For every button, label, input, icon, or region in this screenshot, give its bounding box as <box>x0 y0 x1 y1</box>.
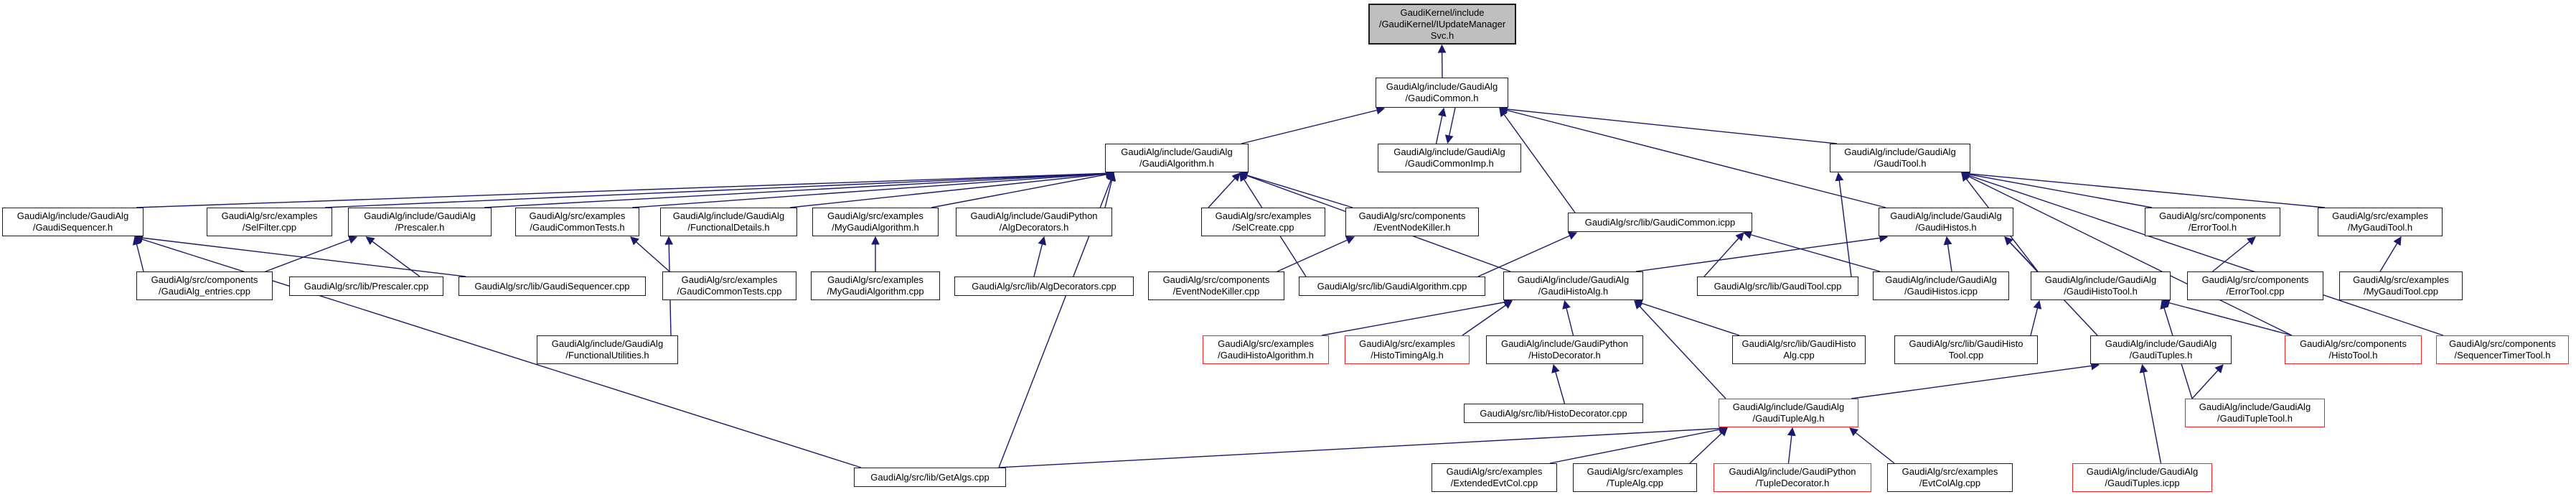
include-edge-ad_h-ga <box>1105 173 1114 208</box>
graph-node-mga_cpp[interactable] <box>811 271 940 300</box>
node-label: /EventNodeKiller.cpp <box>1172 286 1260 297</box>
node-label: /FunctionalUtilities.h <box>565 350 649 361</box>
node-label: GaudiAlg/src/components <box>1162 274 1270 285</box>
include-edge-enk_cpp-enk_h <box>1277 237 1354 271</box>
node-label: GaudiAlg/include/GaudiAlg <box>2086 466 2199 477</box>
graph-node-ta_cpp[interactable] <box>1573 463 1697 492</box>
include-edge-prescaler_h-ga <box>484 173 1114 208</box>
graph-node-td_h[interactable] <box>1714 463 1871 492</box>
graph-node-ght_cpp[interactable] <box>1894 335 2038 364</box>
node-label: GaudiAlg/include/GaudiAlg <box>2044 274 2157 285</box>
node-label: GaudiAlg/include/GaudiAlg <box>2199 401 2311 412</box>
node-label: GaudiAlg/src/examples <box>1218 338 1314 349</box>
node-label: GaudiAlg/src/lib/GetAlgs.cpp <box>870 471 989 483</box>
node-label: GaudiAlg/src/components <box>2300 338 2407 349</box>
graph-node-ga[interactable] <box>1105 144 1249 172</box>
graph-node-gct_cpp[interactable] <box>662 271 796 300</box>
node-label: /EvtColAlg.cpp <box>1919 478 1981 488</box>
graph-node-eca[interactable] <box>1887 463 2013 492</box>
node-label: /SequencerTimerTool.h <box>2454 350 2551 361</box>
node-label: /ErrorTool.cpp <box>2226 286 2285 297</box>
graph-node-gticpp[interactable] <box>2072 463 2212 492</box>
node-label: GaudiAlg/include/GaudiAlg <box>672 210 785 221</box>
include-edge-ta_cpp-gta_h <box>1690 428 1727 463</box>
graph-node-gha_h[interactable] <box>1503 271 1643 300</box>
graph-node-gct_h[interactable] <box>515 208 639 236</box>
graph-node-ght_h[interactable] <box>2031 271 2171 300</box>
graph-node-gtup_h[interactable] <box>2090 335 2232 364</box>
graph-node-gha_cpp[interactable] <box>1732 335 1866 364</box>
node-label: /GaudiHistos.h <box>1915 222 1977 233</box>
graph-node-gseq_cpp[interactable] <box>459 277 646 296</box>
node-label: /GaudiAlg_entries.cpp <box>159 286 250 297</box>
include-edge-prescaler_cpp-prescaler_h <box>367 237 420 277</box>
graph-node-gc[interactable] <box>1376 78 1508 108</box>
node-label: GaudiAlg/src/examples <box>529 210 626 221</box>
graph-node-eec[interactable] <box>1432 463 1557 492</box>
node-label: /GaudiTupleTool.h <box>2217 413 2293 424</box>
node-label: /GaudiHistoAlgorithm.h <box>1218 350 1314 361</box>
node-label: GaudiAlg/include/GaudiAlg <box>17 210 129 221</box>
include-edge-ga-gc <box>1241 108 1384 144</box>
include-edge-ghalg_h-gha_h <box>1322 301 1512 335</box>
node-label: GaudiAlg/include/GaudiAlg <box>551 338 664 349</box>
node-label: GaudiAlg/src/examples <box>2353 274 2449 285</box>
graph-node-ghalg_h[interactable] <box>1203 335 1329 364</box>
node-label: GaudiAlg/src/examples <box>1902 466 1998 477</box>
node-label: GaudiAlg/src/components <box>1358 210 1466 221</box>
include-edge-ht_h-gt <box>1962 173 2292 335</box>
graph-node-stt[interactable] <box>2436 335 2569 364</box>
include-edge-hd_cpp-hd_h <box>1553 365 1565 404</box>
graph-node-hta[interactable] <box>1345 335 1470 364</box>
node-label: /MyGaudiAlgorithm.cpp <box>827 286 924 297</box>
include-edge-gseq-ga <box>136 173 1114 208</box>
node-label: /GaudiKernel/IUpdateManager <box>1378 18 1506 29</box>
graph-node-fd[interactable] <box>660 208 797 236</box>
graph-node-gt_cpp[interactable] <box>1697 277 1858 296</box>
node-label: GaudiAlg/include/GaudiPython <box>1729 466 1856 477</box>
node-label: GaudiKernel/include <box>1400 6 1485 18</box>
node-label: GaudiAlg/src/lib/GaudiCommon.icpp <box>1584 216 1736 228</box>
graph-node-ad_h[interactable] <box>956 208 1112 236</box>
node-label: GaudiAlg/src/lib/GaudiAlgorithm.cpp <box>1317 280 1467 292</box>
graph-node-gseq[interactable] <box>2 208 144 236</box>
node-label: GaudiAlg/src/lib/GaudiTool.cpp <box>1714 280 1842 292</box>
node-label: GaudiAlg/src/lib/GaudiHisto <box>1741 338 1856 349</box>
include-edge-ht_h-ght_h <box>2162 301 2292 335</box>
node-label: /MyGaudiAlgorithm.h <box>832 222 919 233</box>
include-edge-gc-iums <box>1442 45 1443 78</box>
graph-node-et_cpp[interactable] <box>2187 271 2323 300</box>
include-edge-ght_cpp-ght_h <box>2031 301 2039 335</box>
include-edge-gt-gc <box>1500 108 1837 144</box>
include-edge-gct_cpp-gct_h <box>631 237 669 271</box>
include-edge-gc-gci <box>1448 108 1456 143</box>
node-label: Tool.cpp <box>1948 350 1984 361</box>
node-label: GaudiAlg/src/components <box>2449 338 2556 349</box>
include-edge-td_h-gta_h <box>1789 428 1793 463</box>
node-label: GaudiAlg/src/lib/Prescaler.cpp <box>304 280 429 292</box>
node-label: /GaudiHistoAlg.h <box>1538 286 1609 297</box>
graph-node-gt[interactable] <box>1830 144 1970 172</box>
include-edge-gt_cpp-gcicpp <box>1704 233 1744 277</box>
include-edge-hd_h-gha_h <box>1565 301 1574 335</box>
include-edge-fd-ga <box>790 173 1114 208</box>
node-label: /GaudiSequencer.h <box>32 222 113 233</box>
node-label: /ExtendedEvtCol.cpp <box>1450 478 1538 488</box>
graph-node-gtt_h[interactable] <box>2185 399 2325 427</box>
include-edge-ghicpp-gh_h <box>1947 237 1952 271</box>
node-label: GaudiAlg/src/components <box>2159 210 2266 221</box>
node-label: /GaudiTuples.h <box>2129 350 2193 361</box>
node-label: Svc.h <box>1430 29 1454 41</box>
node-label: /AlgDecorators.h <box>999 222 1069 233</box>
include-edge-ad_cpp-ad_h <box>1034 237 1044 277</box>
node-label: GaudiAlg/include/GaudiAlg <box>1732 401 1845 412</box>
include-edge-gha_h-gh_h <box>1636 237 1887 271</box>
node-label: /GaudiHistos.icpp <box>1904 286 1978 297</box>
node-label: /GaudiTool.h <box>1874 158 1927 169</box>
node-label: GaudiAlg/src/examples <box>2332 210 2428 221</box>
graph-node-gcicpp[interactable] <box>1568 213 1752 232</box>
node-label: /GaudiHistoTool.h <box>2064 286 2138 297</box>
graph-node-et_h[interactable] <box>2145 208 2280 236</box>
node-label: GaudiAlg/src/lib/AlgDecorators.cpp <box>972 280 1117 292</box>
node-label: GaudiAlg/include/GaudiAlg <box>1393 147 1505 157</box>
include-edge-gh_h-gc <box>1500 108 1886 208</box>
include-edge-ghicpp-gcicpp <box>1744 233 1880 271</box>
graph-node-mgt_h[interactable] <box>2318 208 2443 236</box>
include-edge-selcreate-ga <box>1208 173 1240 208</box>
graph-node-enk_cpp[interactable] <box>1148 271 1284 300</box>
graph-node-hd_h[interactable] <box>1486 335 1643 364</box>
node-label: GaudiAlg/src/lib/HistoDecorator.cpp <box>1480 407 1627 419</box>
node-label: /HistoDecorator.h <box>1528 350 1601 361</box>
node-label: GaudiAlg/include/GaudiAlg <box>1890 210 2002 221</box>
node-label: /HistoTool.h <box>2328 350 2378 361</box>
include-edge-gct_h-ga <box>632 173 1114 208</box>
include-edge-eca-gta_h <box>1850 428 1894 463</box>
node-label: /SelCreate.cpp <box>1232 222 1294 233</box>
include-edge-gticpp-gtup_h <box>2143 365 2161 463</box>
node-label: GaudiAlg/src/examples <box>827 274 923 285</box>
include-edge-et_cpp-et_h <box>2213 237 2256 271</box>
node-label: GaudiAlg/src/lib/GaudiHisto <box>1909 338 2023 349</box>
graph-node-ga_cpp[interactable] <box>1299 277 1485 296</box>
include-edge-mgt_h-gt <box>1962 173 2325 208</box>
node-label: GaudiAlg/include/GaudiAlg <box>2105 338 2217 349</box>
node-label: GaudiAlg/src/components <box>151 274 258 285</box>
include-edge-gseq_cpp-gseq <box>135 237 466 277</box>
node-label: GaudiAlg/src/examples <box>1359 338 1455 349</box>
node-label: /GaudiCommon.h <box>1405 93 1479 103</box>
node-label: Alg.cpp <box>1783 350 1815 361</box>
include-edge-entries-gseq <box>135 237 144 271</box>
node-label: /FunctionalDetails.h <box>687 222 770 233</box>
graph-node-prescaler_h[interactable] <box>348 208 492 236</box>
include-edge-selfilter-ga <box>325 173 1114 208</box>
node-label: /SelFilter.cpp <box>242 222 297 233</box>
node-label: GaudiAlg/include/GaudiAlg <box>1386 81 1498 92</box>
node-label: /GaudiTupleAlg.h <box>1752 413 1825 424</box>
node-label: GaudiAlg/src/examples <box>1215 210 1312 221</box>
node-label: /GaudiCommonTests.h <box>530 222 625 233</box>
include-edge-gta_h-gtup_h <box>1851 365 2099 399</box>
node-label: /MyGaudiTool.cpp <box>2363 286 2439 297</box>
graph-node-mga_h[interactable] <box>812 208 939 236</box>
node-label: GaudiAlg/include/GaudiAlg <box>1121 147 1233 157</box>
node-label: GaudiAlg/src/examples <box>681 274 778 285</box>
node-label: GaudiAlg/include/GaudiAlg <box>1885 274 1997 285</box>
graph-node-hd_cpp[interactable] <box>1464 404 1643 423</box>
node-label: /GaudiCommonImp.h <box>1405 158 1494 169</box>
node-label: /MyGaudiTool.h <box>2347 222 2413 233</box>
graph-node-selfilter[interactable] <box>207 208 332 236</box>
graph-node-getalgs[interactable] <box>854 468 1006 487</box>
include-edge-gtt_h-gtup_h <box>2192 365 2223 399</box>
node-label: GaudiAlg/include/GaudiPython <box>1500 338 1629 349</box>
node-label: GaudiAlg/include/GaudiAlg <box>1517 274 1630 285</box>
node-label: GaudiAlg/src/examples <box>1446 466 1543 477</box>
graph-node-entries[interactable] <box>136 271 273 300</box>
node-label: GaudiAlg/src/examples <box>1587 466 1683 477</box>
node-label: /EventNodeKiller.h <box>1373 222 1451 233</box>
node-label: GaudiAlg/src/examples <box>221 210 318 221</box>
node-label: /GaudiAlgorithm.h <box>1139 158 1215 169</box>
graph-node-prescaler_cpp[interactable] <box>289 277 443 296</box>
node-label: /GaudiCommonTests.cpp <box>677 286 782 297</box>
graph-node-mgt_cpp[interactable] <box>2339 271 2463 300</box>
graph-node-ad_cpp[interactable] <box>954 277 1134 296</box>
node-label: /Prescaler.h <box>395 222 445 233</box>
node-label: GaudiAlg/src/lib/GaudiSequencer.cpp <box>474 280 630 292</box>
graph-node-fu[interactable] <box>537 335 678 364</box>
include-edge-enk_h-ga <box>1240 173 1353 208</box>
include-edge-hta-gha_h <box>1462 301 1512 335</box>
graph-node-iums[interactable] <box>1368 4 1516 45</box>
node-label: /HistoTimingAlg.h <box>1371 350 1444 361</box>
include-edge-gci-gc <box>1437 108 1444 144</box>
node-label: GaudiAlg/include/GaudiAlg <box>1844 147 1956 157</box>
node-label: GaudiAlg/src/examples <box>827 210 923 221</box>
graph-node-gh_h[interactable] <box>1879 208 2013 236</box>
include-edge-getalgs-gta_h <box>999 428 1727 468</box>
graph-node-ghicpp[interactable] <box>1873 271 2009 300</box>
node-label: GaudiAlg/include/GaudiPython <box>970 210 1098 221</box>
include-edge-mgt_cpp-mgt_h <box>2380 237 2401 271</box>
node-label: /TupleDecorator.h <box>1755 478 1830 488</box>
node-label: /GaudiTuples.icpp <box>2105 478 2180 488</box>
graph-node-gta_h[interactable] <box>1719 399 1858 427</box>
include-edge-et_h-gt <box>1962 173 2152 208</box>
graph-node-enk_h[interactable] <box>1345 208 1479 236</box>
node-label: /ErrorTool.h <box>2188 222 2237 233</box>
node-label: GaudiAlg/include/GaudiAlg <box>364 210 476 221</box>
include-edge-ga_cpp-gcicpp <box>1478 233 1576 277</box>
include-edge-stt-gt <box>1962 173 2443 335</box>
graph-node-selcreate[interactable] <box>1201 208 1325 236</box>
graph-node-gci[interactable] <box>1378 144 1521 172</box>
graph-node-ht_h[interactable] <box>2285 335 2422 364</box>
node-label: /TupleAlg.cpp <box>1606 478 1663 488</box>
node-label: GaudiAlg/src/components <box>2201 274 2309 285</box>
